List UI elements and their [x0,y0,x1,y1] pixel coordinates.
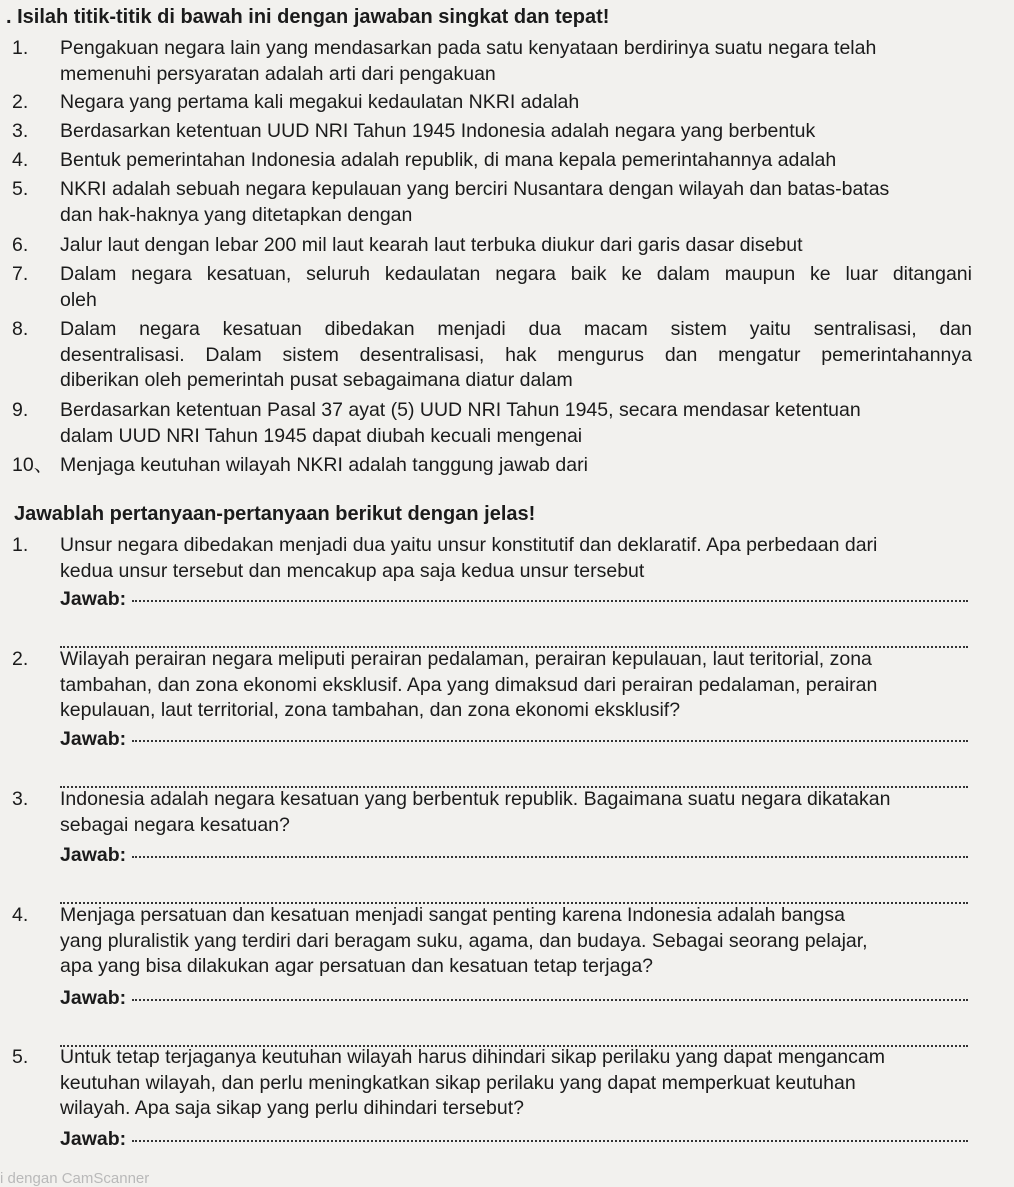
question-text: apa yang bisa dilakukan agar persatuan dan kesatuan tetap terjaga? [60,955,654,978]
answer-label: Jawab: [60,987,127,1009]
question-number: 6. [12,234,29,256]
answer-area-2[interactable] [60,728,968,788]
question-text: NKRI adalah sebuah negara kepulauan yang berciri Nusantara dengan wilayah dan batas-batas [60,178,890,200]
question-text: oleh [60,288,97,311]
question-number: 10、 [12,454,54,476]
question-text: Menjaga persatuan dan kesatuan menjadi sangat penting karena Indonesia adalah bangsa [60,904,845,926]
essay-question-4 [12,903,972,980]
question-text: yang pluralistik yang terdiri dari beragam suku, agama, dan budaya. Sebagai seorang pelajar, [60,929,868,952]
question-text: Berdasarkan ketentuan Pasal 37 ayat (5) UUD NRI Tahun 1945, secara mendasar ketentuan [60,399,861,421]
question-text: keutuhan wilayah, dan perlu meningkatkan sikap perilaku yang dapat memperkuat keutuhan [60,1071,856,1094]
scanner-watermark: i dengan CamScanner [0,1170,150,1187]
question-number: 3. [12,120,29,142]
answer-line[interactable] [132,597,968,602]
question-text: dalam UUD NRI Tahun 1945 dapat diubah kecuali mengenai [60,424,583,447]
section1-title: . Isilah titik-titik di bawah ini dengan jawaban singkat dan tepat! [6,6,610,28]
short-question-7 [12,262,972,313]
answer-line[interactable] [132,737,968,742]
question-text: kedua unsur tersebut dan mencakup apa saja kedua unsur tersebut [60,559,645,582]
essay-question-2 [12,647,972,724]
answer-area-5[interactable] [60,1128,968,1154]
question-number: 2. [12,91,29,113]
question-text: desentralisasi. Dalam sistem desentralisasi, hak mengurus dan mengatur pemerintahannya [60,343,972,366]
question-text: Jalur laut dengan lebar 200 mil laut kearah laut terbuka diukur dari garis dasar disebut [60,234,803,256]
question-text: tambahan, dan zona ekonomi eksklusif. Apa yang dimaksud dari perairan pedalaman, perairan [60,673,878,696]
question-text: Wilayah perairan negara meliputi perairan pedalaman, perairan kepulauan, laut teritorial, zona [60,648,872,670]
essay-question-3 [12,787,972,838]
question-text: Dalam negara kesatuan, seluruh kedaulatan negara baik ke dalam maupun ke luar ditangani [60,263,972,285]
question-text: Pengakuan negara lain yang mendasarkan pada satu kenyataan berdirinya suatu negara telah [60,37,877,59]
question-number: 4. [12,904,29,926]
question-number: 1. [12,534,29,556]
short-question-2 [12,90,972,116]
answer-line[interactable] [60,620,968,648]
question-text: dan hak-haknya yang ditetapkan dengan [60,203,413,226]
answer-line[interactable] [60,1019,968,1047]
question-number: 4. [12,149,29,171]
answer-label: Jawab: [60,728,127,750]
answer-label: Jawab: [60,588,127,610]
answer-label: Jawab: [60,844,127,866]
question-number: 9. [12,399,29,421]
question-number: 1. [12,37,29,59]
question-number: 2. [12,648,29,670]
essay-question-5 [12,1045,972,1122]
question-text: memenuhi persyaratan adalah arti dari pengakuan [60,62,496,85]
essay-question-1 [12,533,972,584]
question-text: Bentuk pemerintahan Indonesia adalah republik, di mana kepala pemerintahannya adalah [60,149,837,171]
short-question-3 [12,119,972,145]
short-question-5 [12,177,972,228]
answer-line[interactable] [60,760,968,788]
answer-line[interactable] [132,853,968,858]
short-question-6 [12,233,972,259]
question-text: wilayah. Apa saja sikap yang perlu dihindari tersebut? [60,1097,524,1120]
question-text: Negara yang pertama kali megakui kedaulatan NKRI adalah [60,91,580,113]
answer-area-4[interactable] [60,987,968,1047]
answer-line[interactable] [132,1137,968,1142]
question-text: Menjaga keutuhan wilayah NKRI adalah tanggung jawab dari [60,454,588,476]
question-number: 5. [12,1046,29,1068]
question-text: Dalam negara kesatuan dibedakan menjadi dua macam sistem yaitu sentralisasi, dan [60,318,972,340]
question-text: sebagai negara kesatuan? [60,813,290,836]
answer-area-1[interactable] [60,588,968,648]
answer-line[interactable] [132,996,968,1001]
answer-label: Jawab: [60,1128,127,1150]
question-text: Indonesia adalah negara kesatuan yang berbentuk republik. Bagaimana suatu negara dikatakan [60,788,891,810]
question-text: Untuk tetap terjaganya keutuhan wilayah harus dihindari sikap perilaku yang dapat mengancam [60,1046,885,1068]
short-question-4 [12,148,972,174]
question-text: Berdasarkan ketentuan UUD NRI Tahun 1945 Indonesia adalah negara yang berbentuk [60,120,816,142]
short-question-8 [12,317,972,394]
short-question-1 [12,36,972,87]
question-number: 8. [12,318,29,340]
question-text: diberikan oleh pemerintah pusat sebagaimana diatur dalam [60,369,573,392]
question-number: 5. [12,178,29,200]
question-number: 7. [12,263,29,285]
answer-area-3[interactable] [60,844,968,904]
short-question-9 [12,398,972,449]
question-number: 3. [12,788,29,810]
section2-title: Jawablah pertanyaan-pertanyaan berikut dengan jelas! [14,503,536,525]
short-question-10 [12,453,972,479]
question-text: kepulauan, laut territorial, zona tambahan, dan zona ekonomi eksklusif? [60,699,681,722]
answer-line[interactable] [60,876,968,904]
question-text: Unsur negara dibedakan menjadi dua yaitu unsur konstitutif dan deklaratif. Apa perbedaan dari [60,534,878,556]
